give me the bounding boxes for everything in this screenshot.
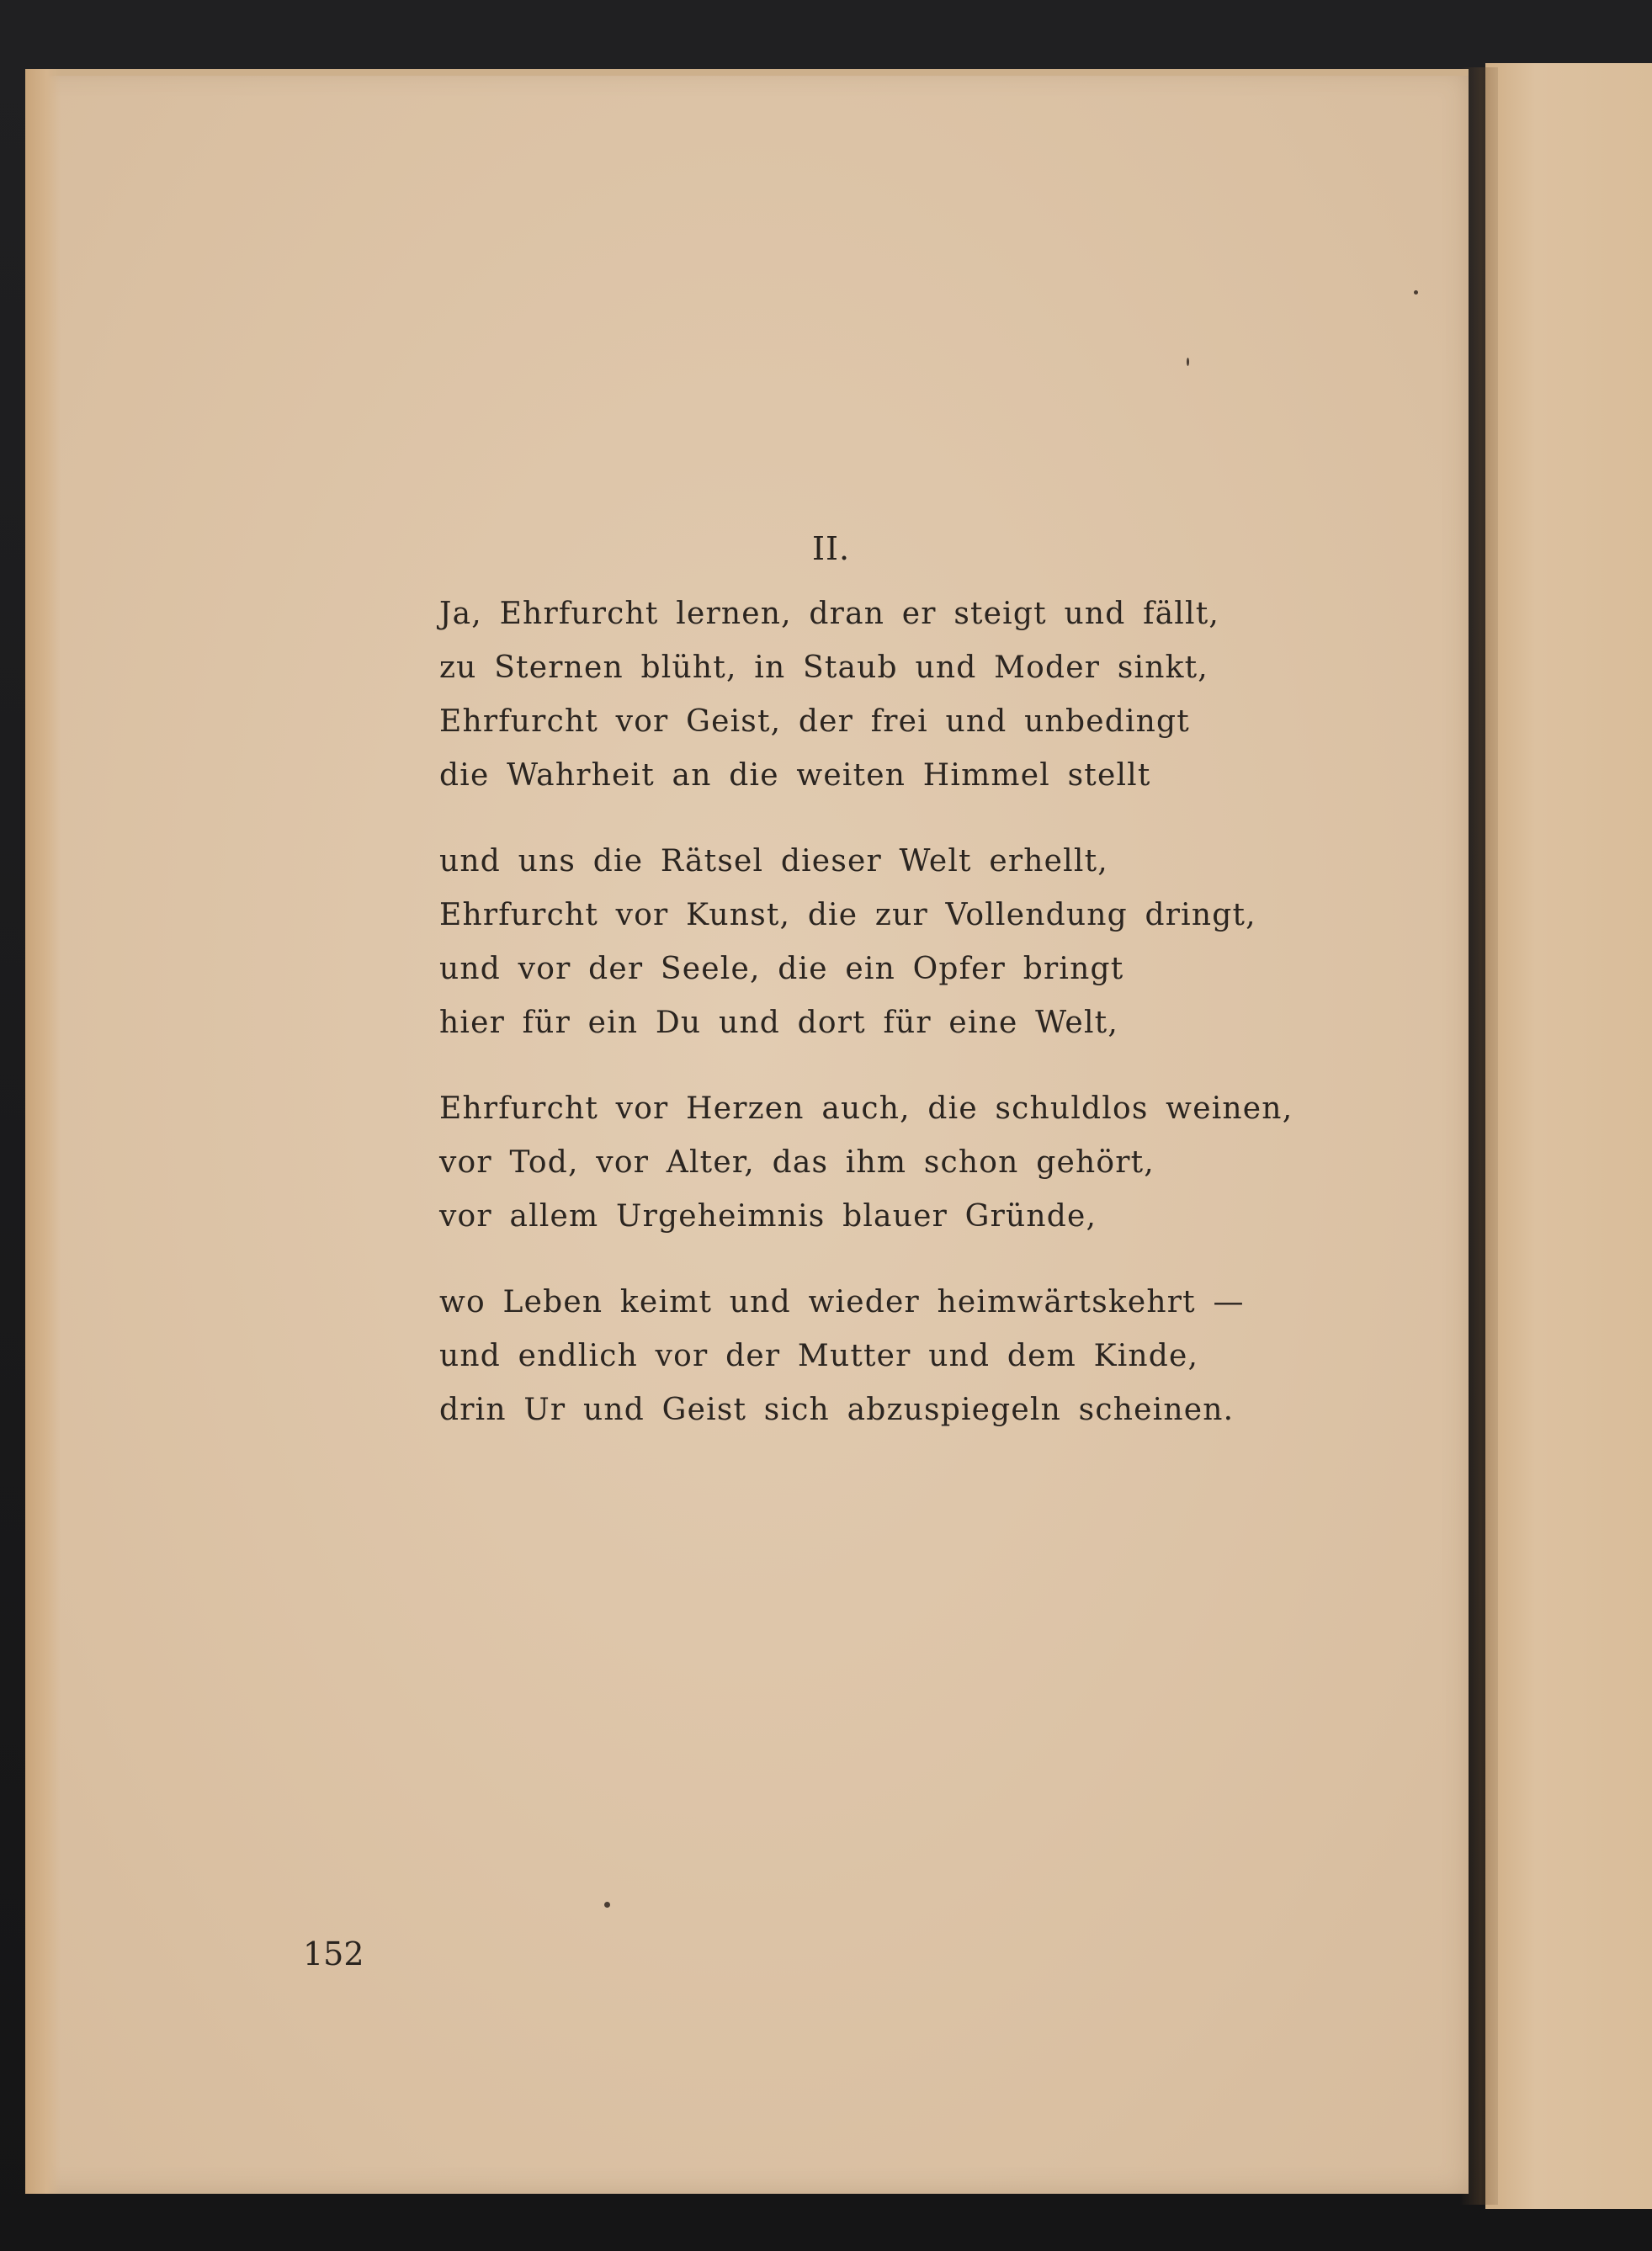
- page-top-edge: [25, 69, 1469, 76]
- page-number: 152: [303, 1935, 364, 1972]
- paper-speck: [1414, 290, 1418, 295]
- poem-line: und endlich vor der Mutter und dem Kinde,: [439, 1339, 1199, 1373]
- poem-line: drin Ur und Geist sich abzuspiegeln scheinen.: [439, 1393, 1235, 1427]
- poem-line: zu Sternen blüht, in Staub und Moder sinkt,: [439, 650, 1208, 685]
- paper-speck: [1187, 358, 1189, 366]
- paper-speck: [604, 1902, 610, 1908]
- poem: [439, 587, 1293, 1469]
- stanza: [439, 587, 1220, 803]
- poem-line: und vor der Seele, die ein Opfer bringt: [439, 952, 1124, 986]
- stanza: [439, 1082, 1293, 1244]
- section-heading: II.: [812, 530, 851, 567]
- poem-line: und uns die Rätsel dieser Welt erhellt,: [439, 844, 1108, 879]
- poem-line: Ehrfurcht vor Herzen auch, die schuldlos weinen,: [439, 1091, 1293, 1126]
- poem-line: Ehrfurcht vor Geist, der frei und unbedingt: [439, 704, 1190, 739]
- facing-page-edge: [1485, 63, 1652, 2209]
- page-left-edge: [25, 69, 61, 2194]
- poem-line: die Wahrheit an die weiten Himmel stellt: [439, 758, 1151, 793]
- stanza: [439, 1276, 1245, 1437]
- poem-line: Ja, Ehrfurcht lernen, dran er steigt und fällt,: [439, 597, 1220, 631]
- stanza: [439, 835, 1256, 1050]
- poem-line: Ehrfurcht vor Kunst, die zur Vollendung dringt,: [439, 898, 1256, 932]
- poem-line: wo Leben keimt und wieder heimwärtskehrt —: [439, 1285, 1245, 1319]
- poem-line: vor Tod, vor Alter, das ihm schon gehört,: [439, 1145, 1155, 1180]
- poem-line: hier für ein Du und dort für eine Welt,: [439, 1006, 1118, 1040]
- poem-line: vor allem Urgeheimnis blauer Gründe,: [439, 1199, 1097, 1234]
